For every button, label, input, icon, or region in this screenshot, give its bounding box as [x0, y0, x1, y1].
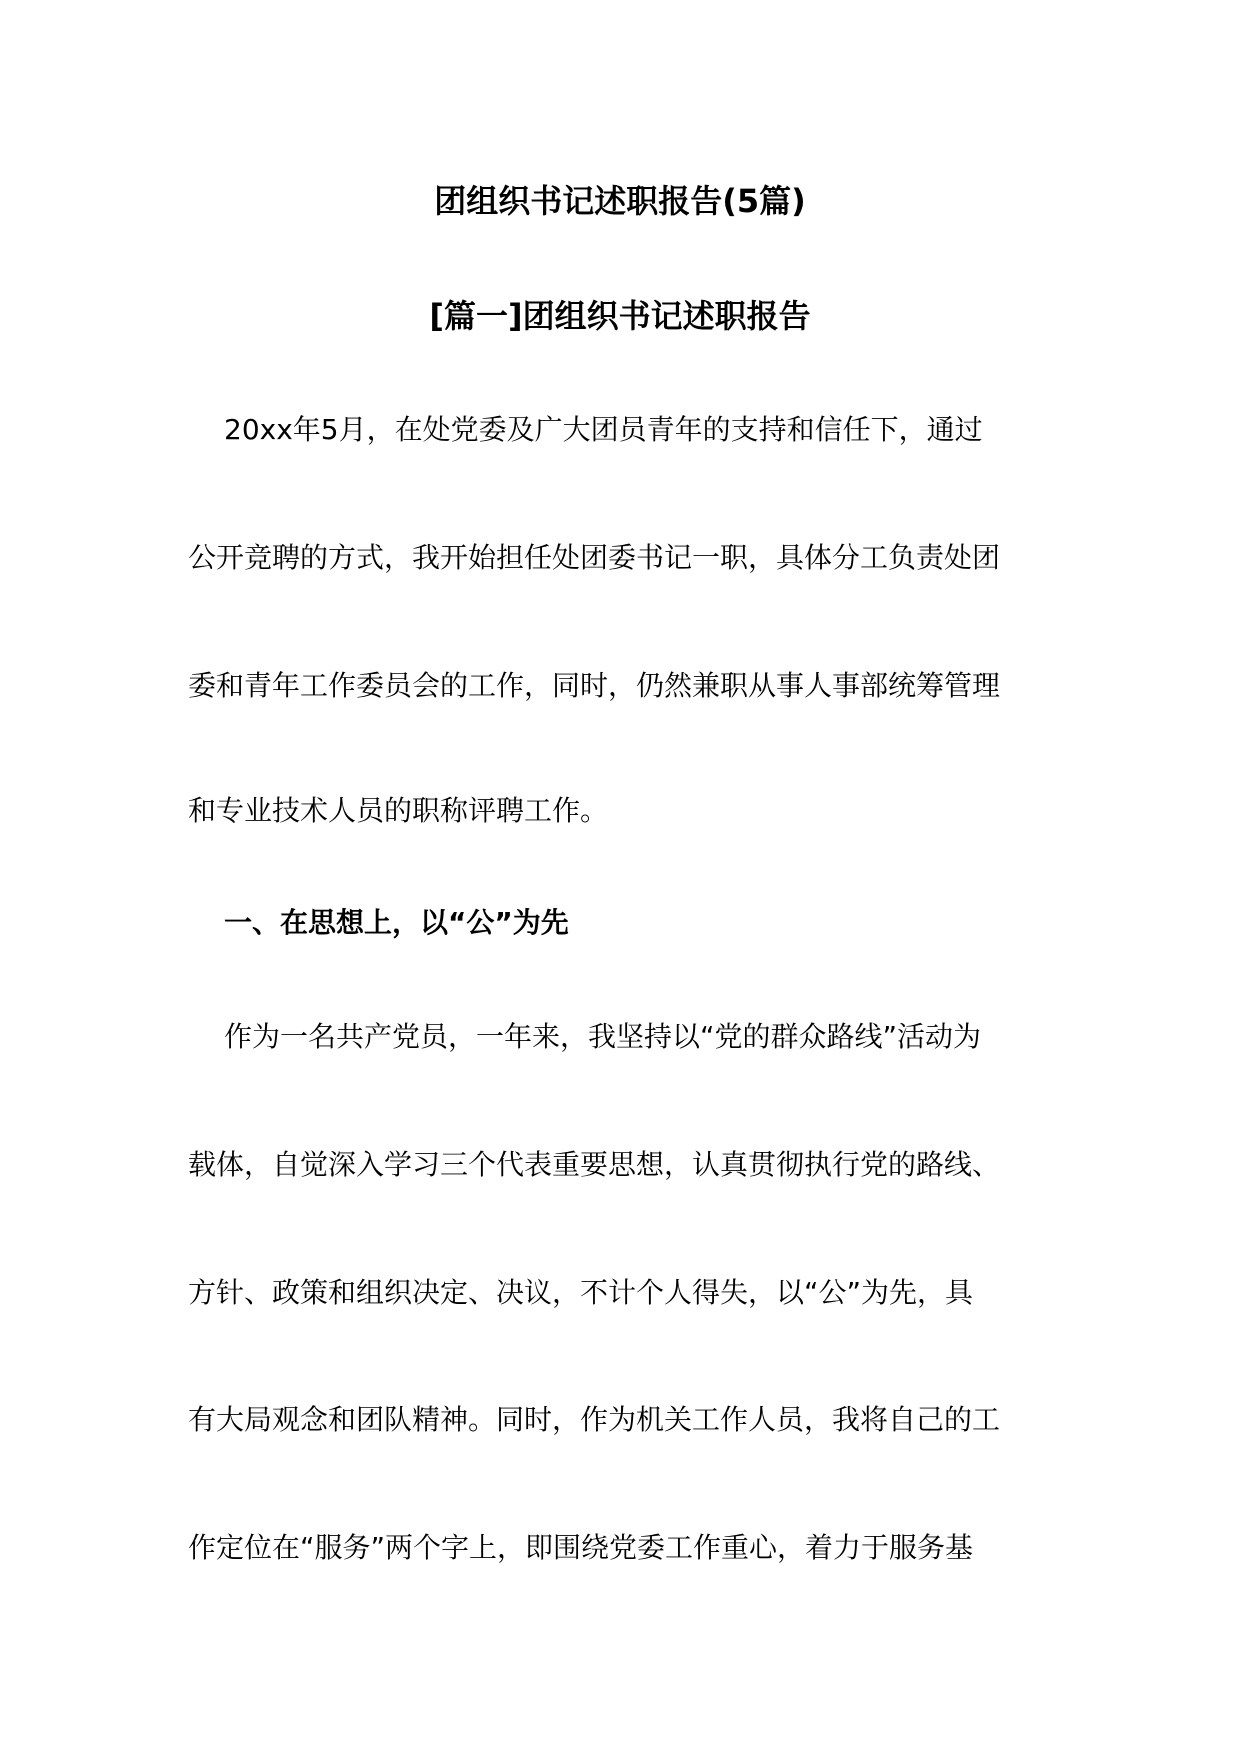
paragraph2-line: 有大局观念和团队精神。同时，作为机关工作人员，我将自己的工 [188, 1403, 1001, 1436]
paragraph2-line: 作为一名共产党员，一年来，我坚持以“党的群众路线”活动为 [224, 1020, 982, 1053]
paragraph2-line: 作定位在“服务”两个字上，即围绕党委工作重心，着力于服务基 [188, 1531, 974, 1564]
paragraph1-line: 和专业技术人员的职称评聘工作。 [188, 794, 609, 827]
paragraph2-line: 载体，自觉深入学习三个代表重要思想，认真贯彻执行党的路线、 [188, 1148, 1001, 1181]
paragraph1-line: 委和青年工作委员会的工作，同时，仍然兼职从事人事部统筹管理 [188, 669, 1001, 702]
paragraph1-line: 20xx年5月，在处党委及广大团员青年的支持和信任下，通过 [224, 413, 983, 446]
document-subtitle: [篇一]团组织书记述职报告 [429, 297, 811, 335]
document-title: 团组织书记述职报告(5篇) [434, 182, 806, 220]
section-heading: 一、在思想上，以“公”为先 [224, 906, 569, 939]
paragraph1-line: 公开竞聘的方式，我开始担任处团委书记一职，具体分工负责处团 [188, 541, 1001, 574]
paragraph2-line: 方针、政策和组织决定、决议，不计个人得失，以“公”为先，具 [188, 1276, 974, 1309]
